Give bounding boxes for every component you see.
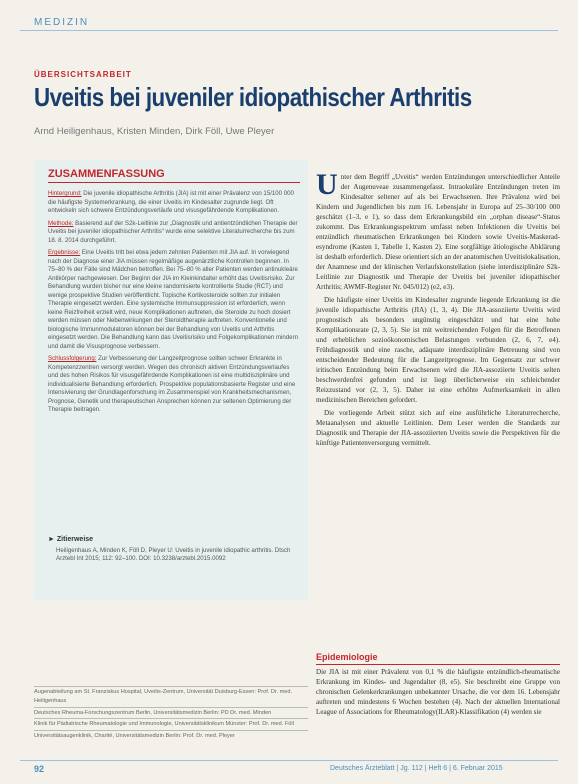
section-label: MEDIZIN	[34, 17, 90, 28]
abstract-results-label: Ergebnisse:	[48, 249, 81, 256]
abstract-conclusion-label: Schlussfolgerung:	[48, 355, 97, 362]
affiliation-item: Universitätsaugenklinik, Charité, Universitätsmedizin Berlin: Prof. Dr. med. Pleyer	[34, 730, 308, 742]
abstract-heading: ZUSAMMENFASSUNG	[48, 168, 165, 180]
affiliation-item: Deutsches Rheuma-Forschungszentrum Berlin, Universitätsmedizin Berlin: PD Dr. med. Minden	[34, 707, 308, 719]
abstract-text	[48, 190, 300, 419]
body-paragraph: Die vorliegende Arbeit stützt sich auf eine ausführliche Literaturrecherche, Metaanalysen und aktuelle Leitlinien. Dem Leser werden die Standards zur Diagnostik und Therapie der JIA-assoziierten Uveitis sowie die Perspektiven für die künftige Patientenversorgung vermittelt.	[316, 409, 560, 447]
abstract-background	[48, 190, 300, 216]
abstract-background-label: Hintergrund:	[48, 190, 82, 197]
abstract-rule	[48, 182, 300, 183]
abstract-method	[48, 220, 300, 246]
abstract-method-text: Basierend auf der S2k-Leitlinie zur „Diagnostik und antientzündlichen Therapie der Uveitis bei juveniler idiopathischer Arthritis“ wurde eine selektive Literaturrecherche bis zum 18. 8. 2014 durchgeführt.	[48, 219, 298, 244]
footer-rule	[20, 760, 558, 761]
journal-citation: Deutsches Ärzteblatt | Jg. 112 | Heft 6 | 6. Februar 2015	[330, 765, 503, 772]
affiliation-item: Augenabteilung am St. Franziskus Hospital, Uveitis-Zentrum, Universität Duisburg-Essen: Prof. Dr. med. Heiligenhaus	[34, 686, 308, 707]
abstract-conclusion-text: Zur Verbesserung der Langzeitprognose sollten schwer Erkrankte in Kompetenzzentren versorgt werden. Wegen des chronisch aktiven Entzündungsverlaufes und des hohen Risikos für visusgefährdende Komplikationen ist eine multidisziplinäre und individualisierte Behandlung erforderlich. Prospektive populationsbasierte Register und eine Intensivierung der Grundlagenforschung im Zusammenspiel von Krankheitsmechanismen, Prognose, Genetik und therapeutischen Ansprechen können zur seltenen Optimierung der Therapie beitragen.	[48, 355, 296, 413]
header-rule	[20, 30, 558, 31]
body-paragraph: Die häufigste einer Uveitis im Kindesalter zugrunde liegende Erkrankung ist die juvenile idiopathische Arthritis (JIA) (1, 3, 4). Die JIA-assoziierte Uveitis wird prognostisch als besonders ungünstig eingeschätzt und hat eine hohe Komplikationsrate (2, 3, 5). Sie ist mit weitreichenden Folgen für die Betroffenen und erheblichen sozioökonomischen Belastungen verbunden (2, 6, 7, e4). Frühdiagnostik und eine rasche, adäquate interdisziplinäre Betreuung sind von entscheidender Bedeutung für die Langzeitprognose. Im Gegensatz zur schwer iritischen Entzündung beim Erwachsenen wird die JIA-assoziierte Uveitis selten beschwerdenfrei gefunden und ist liegt überlicherweise ein schleichender Reizzustand vor (2, 3, 5). Daher ist eine erhöhte Aufmerksamkeit in allen medizinischen Bereichen gefordert.	[316, 296, 560, 404]
citation-heading: ► Zitierweise	[48, 536, 94, 543]
article-kicker: ÜBERSICHTSARBEIT	[34, 70, 132, 79]
body-paragraph	[316, 168, 560, 292]
section-rule	[316, 664, 560, 665]
drop-cap: U	[316, 168, 338, 201]
abstract-background-text: Die juvenile idiopathische Arthritis (JIA) ist mit einer Prävalenz von 15/100 000 die häufigste Systemerkrankung, die einer Uveitis im Kindesalter zugrunde liegt. Oft entwickeln sich schwere Entzündungsverläufe und visusgefährdende Komplikationen.	[48, 190, 294, 214]
body-paragraph-text: nter dem Begriff „Uveitis“ werden Entzündungen unterschiedlicher Anteile der Augenuveae zusammengefasst. Intraokuläre Entzündungen treten im Kindesalter seltener auf als bei Erwachsenen. Ihre Prävalenz wird bei Kindern und Jugendlichen bis zum 16. Lebensjahr in Europa auf 25–30/100 000 geschätzt (1–3, e 1), so dass dem Erkrankungsbild ein „orphan disease“-Status zukommt. Das Erkrankungsspektrum umfasst neben Infektionen die Uveitis bei entzündlich rheumatischen Erkrankungen bei Kindern sowie Uveitis-Maskeradesyndrome (Kasten 1, Tabelle 1, Kasten 2). Eine sorgfältige ätiologische Abklärung ist deshalb erforderlich. Diese orientiert sich an der anatomischen Uveitislokalisation, der Anamnese und der klinischen Verlaufskonstellation (siehe interdisziplinäre S2k-Leitlinie zur Diagnostik und Therapie der Uveitis bei juveniler idiopathischer Arthritis; AWMF-Register Nr. 045/012) (e2, e3).	[316, 173, 560, 291]
abstract-results-text: Eine Uveitis tritt bei etwa jedem zehnten Patienten mit JIA auf. In vorwiegend nach der Diagnose einer JIA müssen regelmäßige augenärztliche Kontrollen beginnen. In 75–80 % der Fälle sind Mädchen betroffen. Bei 75–80 % aller Patienten werden antinukleäre Antikörper nachgewiesen. Der Beginn der JIA im Kleinkindalter erhöht das Uveitisrisiko. Zur Behandlung wurden bisher nur eine kleine randomisierte kontrollierte Studie (RCT) und wenige prospektive Studien veröffentlicht. Topische Kortikosteroide sollten zur initialen Therapie eingesetzt werden. Eine systemische Immunsuppression ist erforderlich, wenn keine Reizfreiheit erzielt wird, neue Komplikationen auftreten, die Steroide zu hoch dosiert werden müssen oder Nebenwirkungen der Steroidtherapie auftreten. Konventionelle und biologische Immunmodulatoren können bei der Behandlung von Uveitis und Arthritis eingesetzt werden. Die Behandlung kann das Uveitisrisiko und Folgekomplikationen mindern und damit die Visusprognose verbessern.	[48, 249, 298, 350]
affiliation-item: Klinik für Pädiatrische Rheumatologie und Immunologie, Universitätsklinikum Münster: Prof. Dr. med. Föll	[34, 718, 308, 730]
page-number: 92	[34, 764, 45, 774]
section-heading-epidemiology: Epidemiologie	[316, 652, 378, 662]
abstract-method-label: Methode:	[48, 219, 74, 227]
body-paragraph: Die JIA ist mit einer Prävalenz von 0,1 % die häufigste entzündlich-rheumatische Erkrankung im Kindes- und Jugendalter (8, e5). Sie beschreibt eine Gruppe von chronischen Gelenkerkrankungen unbekannter Ursache, die vor dem 16. Lebensjahr auftreten und mindestens 6 Wochen bestehen (4). Nach der aktuellen International League of Associations for Rheumatology(ILAR)-Klassifikation (4) werden sie	[316, 668, 560, 716]
citation-text: Heiligenhaus A, Minden K, Föll D, Pleyer U: Uveitis in juvenile idiopathic arthritis. Dtsch Arztebl Int 2015; 112: 92–100. DOI: 10.3238/arztebl.2015.0092	[56, 547, 291, 563]
abstract-conclusion	[48, 355, 300, 415]
article-authors: Arnd Heiligenhaus, Kristen Minden, Dirk Föll, Uwe Pleyer	[34, 126, 275, 137]
affiliations	[34, 686, 308, 742]
article-title: Uveitis bei juveniler idiopathischer Arthritis	[34, 82, 472, 112]
body-column	[316, 168, 560, 451]
abstract-results	[48, 249, 300, 351]
